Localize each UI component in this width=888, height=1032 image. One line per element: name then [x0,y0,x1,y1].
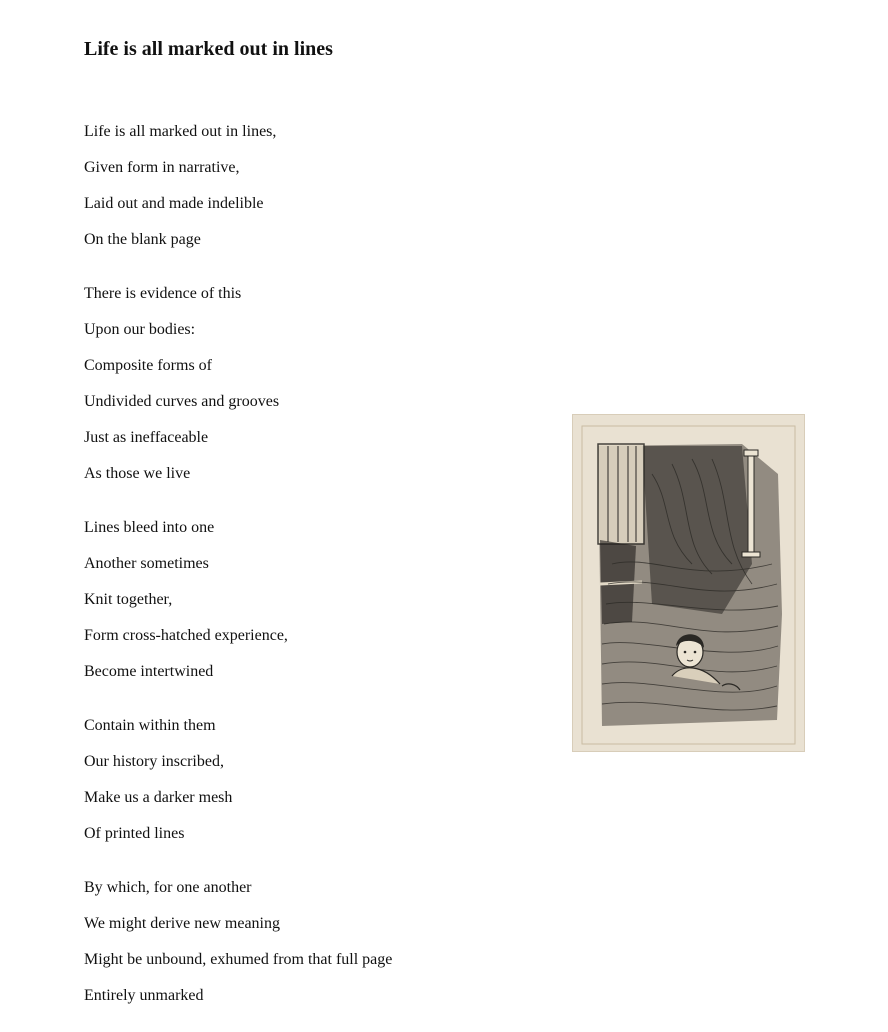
poem-line: Life is all marked out in lines, [84,123,277,140]
poem-line: Knit together, [84,591,173,608]
poem-line: On the blank page [84,231,201,248]
stanza [84,114,544,258]
poem-line: Undivided curves and grooves [84,393,280,410]
poem-line: By which, for one another [84,879,252,896]
etching-illustration [572,414,805,752]
poem-line: As those we live [84,465,191,482]
poem-line: Might be unbound, exhumed from that full page [84,951,393,968]
poem-line: Of printed lines [84,825,185,842]
poem-title: Life is all marked out in lines [84,38,333,60]
poem-line: There is evidence of this [84,285,242,302]
poem [84,36,544,1032]
poem-line: Just as ineffaceable [84,429,209,446]
poem-line: Our history inscribed, [84,753,224,770]
poem-line: Form cross-hatched experience, [84,627,288,644]
poem-line: Become intertwined [84,663,214,680]
stanza [84,708,544,852]
poem-line: Make us a darker mesh [84,789,233,806]
poem-line: Given form in narrative, [84,159,240,176]
stanza [84,510,544,690]
poem-line: We might derive new meaning [84,915,280,932]
poem-line: Lines bleed into one [84,519,215,536]
poem-line: Laid out and made indelible [84,195,264,212]
poem-body [84,114,544,1014]
poem-line: Entirely unmarked [84,987,204,1004]
stanza [84,276,544,492]
stanza [84,870,544,1014]
poem-line: Another sometimes [84,555,209,572]
etching-artwork [572,414,805,752]
poem-line: Composite forms of [84,357,212,374]
poem-line: Contain within them [84,717,216,734]
poem-line: Upon our bodies: [84,321,196,338]
